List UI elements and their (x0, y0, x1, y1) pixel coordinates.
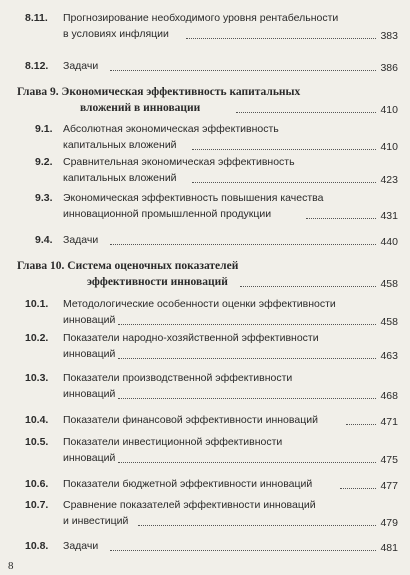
entry-page: 431 (380, 210, 398, 222)
entry-title-line: инноваций (63, 388, 116, 400)
leader-dots (306, 218, 376, 219)
entry-number: 10.6. (25, 478, 49, 490)
entry-number: 8.12. (25, 60, 49, 72)
entry-page: 423 (380, 174, 398, 186)
entry-title-line: капитальных вложений (63, 172, 177, 184)
entry-title (63, 58, 383, 74)
entry-page: 463 (380, 350, 398, 362)
entry-number: 10.4. (25, 414, 49, 426)
leader-dots (346, 424, 376, 425)
entry-page: 475 (380, 454, 398, 466)
entry-page: 471 (380, 416, 398, 428)
entry-number: 9.4. (35, 234, 53, 246)
entry-page: 410 (380, 104, 398, 116)
entry-page: 440 (380, 236, 398, 248)
entry-title-line: Показатели производственной эффективности (63, 372, 293, 384)
entry-page: 383 (380, 30, 398, 42)
entry-title-line: Задачи (63, 234, 99, 246)
entry-number: 9.3. (35, 192, 53, 204)
entry-title-line: инноваций (63, 348, 116, 360)
entry-title-line: Абсолютная экономическая эффективность (63, 123, 279, 135)
entry-title-line: Показатели народно-хозяйственной эффективности (63, 332, 319, 344)
page-number: 8 (8, 560, 14, 572)
entry-title-line: инноваций (63, 452, 116, 464)
entry-title-line: Задачи (63, 60, 99, 72)
entry-title-line: инновационной промышленной продукции (63, 208, 272, 220)
entry-title (63, 476, 383, 492)
entry-title-line: Задачи (63, 540, 99, 552)
chapter-title (17, 258, 238, 290)
entry-title-line: Показатели инвестиционной эффективности (63, 436, 283, 448)
entry-number: 9.2. (35, 156, 53, 168)
entry-title-line: инноваций (63, 314, 116, 326)
entry-title (63, 412, 383, 428)
entry-page: 468 (380, 390, 398, 402)
entry-page: 479 (380, 517, 398, 529)
entry-title (63, 232, 383, 248)
entry-title-line: и инвестиций (63, 515, 129, 527)
entry-title-line: Экономическая эффективность повышения качества (63, 192, 324, 204)
leader-dots (240, 286, 376, 287)
entry-title-line: Показатели бюджетной эффективности инноваций (63, 478, 313, 490)
leader-dots (110, 244, 376, 245)
chapter-title-line: Глава 9. Экономическая эффективность капитальных (17, 86, 301, 98)
leader-dots (138, 525, 376, 526)
entry-page: 481 (380, 542, 398, 554)
leader-dots (118, 398, 376, 399)
entry-page: 477 (380, 480, 398, 492)
entry-number: 10.5. (25, 436, 49, 448)
entry-number: 9.1. (35, 123, 53, 135)
entry-number: 8.11. (25, 12, 48, 24)
entry-title (63, 538, 383, 554)
chapter-title-line: эффективности инноваций (87, 276, 228, 288)
entry-number: 10.8. (25, 540, 49, 552)
entry-page: 458 (380, 316, 398, 328)
leader-dots (110, 70, 376, 71)
leader-dots (340, 488, 376, 489)
entry-title-line: Показатели финансовой эффективности инноваций (63, 414, 318, 426)
entry-title-line: Сравнительная экономическая эффективность (63, 156, 295, 168)
leader-dots (186, 38, 376, 39)
entry-page: 386 (380, 62, 398, 74)
leader-dots (118, 358, 376, 359)
entry-title-line: в условиях инфляции (63, 28, 169, 40)
chapter-title-line: вложений в инновации (80, 102, 201, 114)
entry-number: 10.1. (25, 298, 49, 310)
leader-dots (236, 112, 376, 113)
entry-title-line: Сравнение показателей эффективности инноваций (63, 499, 316, 511)
entry-number: 10.7. (25, 499, 49, 511)
entry-page: 410 (380, 141, 398, 153)
leader-dots (192, 182, 376, 183)
chapter-title-line: Глава 10. Система оценочных показателей (17, 260, 239, 272)
leader-dots (118, 324, 376, 325)
leader-dots (192, 149, 376, 150)
leader-dots (110, 550, 376, 551)
entry-title-line: Прогнозирование необходимого уровня рентабельности (63, 12, 339, 24)
leader-dots (118, 462, 376, 463)
entry-page: 458 (380, 278, 398, 290)
entry-title-line: капитальных вложений (63, 139, 177, 151)
entry-title-line: Методологические особенности оценки эффективности (63, 298, 336, 310)
entry-number: 10.3. (25, 372, 49, 384)
entry-number: 10.2. (25, 332, 49, 344)
